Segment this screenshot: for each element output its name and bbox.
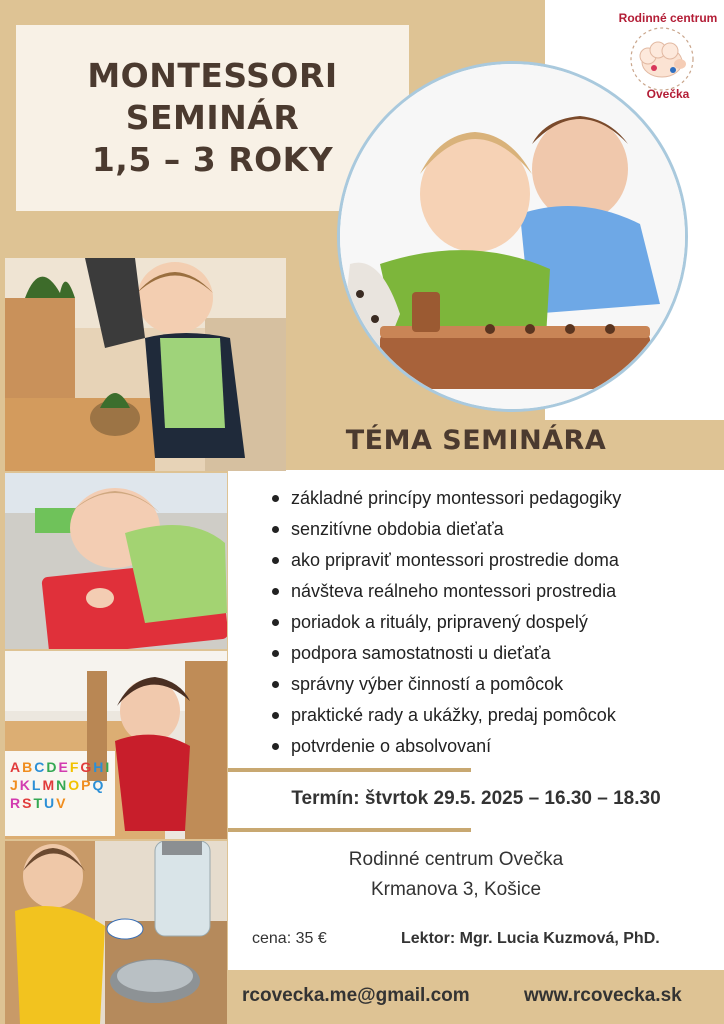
puzzle-letter: M — [42, 777, 55, 793]
puzzle-letter: L — [31, 777, 41, 793]
seminar-date: Termín: štvrtok 29.5. 2025 – 16.30 – 18.30 — [291, 788, 661, 809]
puzzle-letter: C — [34, 759, 45, 775]
divider — [228, 828, 471, 832]
title-line-1: MONTESSORI — [87, 56, 338, 95]
list-item: potvrdenie o absolvovaní — [270, 731, 720, 762]
puzzle-letter: Q — [92, 777, 104, 793]
contact-website[interactable]: www.rcovecka.sk — [524, 985, 682, 1006]
puzzle-letter: P — [81, 777, 91, 793]
list-item: podpora samostatnosti u dieťaťa — [270, 638, 720, 669]
logo-bottom-text: Ovečka — [646, 87, 690, 101]
hero-photo — [337, 61, 688, 412]
photo-child-pouring — [5, 841, 227, 1024]
puzzle-letter: A — [10, 759, 21, 775]
alphabet-puzzle — [10, 759, 110, 811]
puzzle-letter: U — [44, 795, 55, 811]
price: cena: 35 € — [252, 930, 327, 947]
list-item: praktické rady a ukážky, predaj pomôcok — [270, 700, 720, 731]
puzzle-letter: E — [58, 759, 68, 775]
divider — [228, 768, 471, 772]
topics-list — [270, 483, 720, 762]
puzzle-letter: V — [56, 795, 66, 811]
puzzle-letter: O — [68, 777, 80, 793]
venue-address: Krmanova 3, Košice — [370, 879, 542, 900]
list-item: správny výber činností a pomôcok — [270, 669, 720, 700]
list-item: ako pripraviť montessori prostredie doma — [270, 545, 720, 576]
photo-child-sewing — [5, 473, 227, 649]
puzzle-letter: N — [56, 777, 67, 793]
puzzle-letter: R — [10, 795, 21, 811]
contact-email[interactable]: rcovecka.me@gmail.com — [242, 985, 470, 1006]
venue-name: Rodinné centrum Ovečka — [348, 849, 564, 870]
list-item: senzitívne obdobia dieťaťa — [270, 514, 720, 545]
puzzle-letter: G — [80, 759, 92, 775]
list-item: návšteva reálneho montessori prostredia — [270, 576, 720, 607]
photo-child-alphabet — [5, 651, 227, 839]
puzzle-letter: S — [22, 795, 32, 811]
puzzle-letter: I — [105, 759, 110, 775]
title-line-3: 1,5 – 3 ROKY — [91, 140, 334, 179]
puzzle-letter: B — [22, 759, 33, 775]
list-item: základné princípy montessori pedagogiky — [270, 483, 720, 514]
venue — [228, 845, 684, 905]
puzzle-letter: K — [19, 777, 30, 793]
puzzle-letter: D — [46, 759, 57, 775]
puzzle-letter: H — [93, 759, 104, 775]
section-title: TÉMA SEMINÁRA — [345, 425, 607, 456]
puzzle-letter: J — [10, 777, 18, 793]
lecturer: Lektor: Mgr. Lucia Kuzmová, PhD. — [401, 930, 660, 947]
sheep-logo-icon — [626, 26, 698, 92]
logo-top-text: Rodinné centrum — [618, 11, 718, 25]
puzzle-letter: F — [69, 759, 79, 775]
list-item: poriadok a rituály, pripravený dospelý — [270, 607, 720, 638]
puzzle-letter: T — [33, 795, 43, 811]
title-line-2: SEMINÁR — [125, 98, 300, 137]
